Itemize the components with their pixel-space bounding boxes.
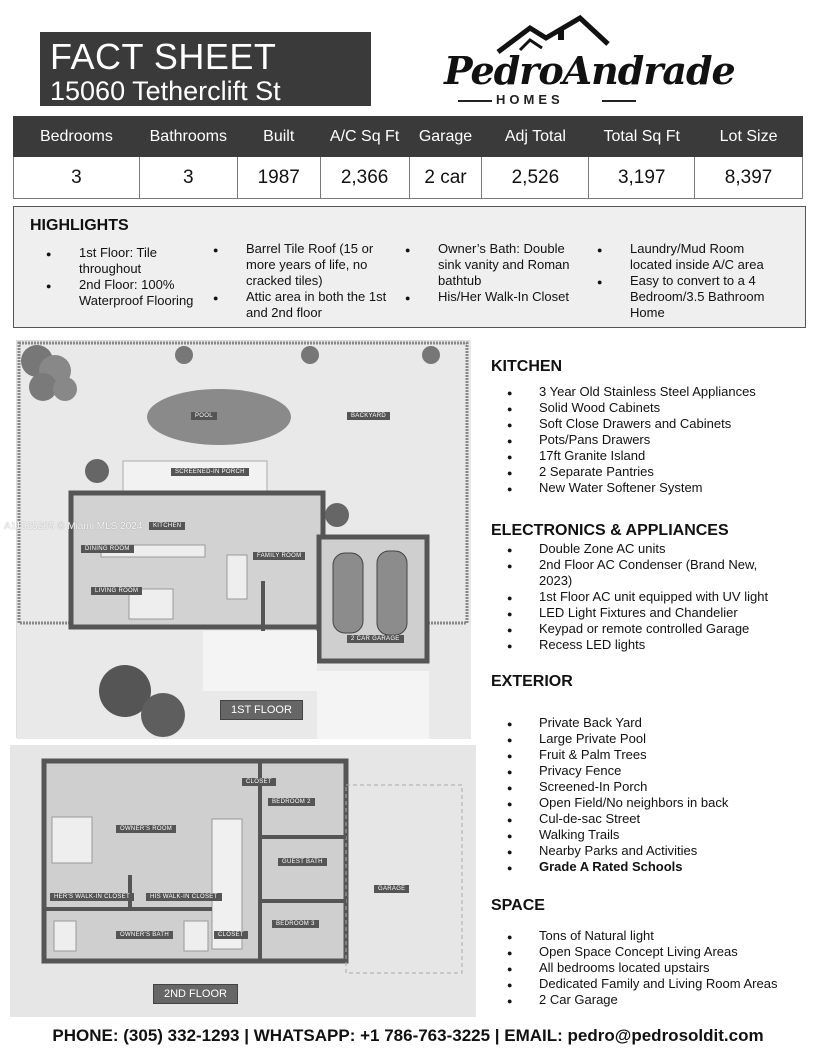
list-item: ● Cul-de-sac Street (491, 811, 811, 827)
logo-divider-left (458, 100, 492, 102)
list-item: ● Pots/Pans Drawers (491, 432, 811, 448)
list-item: ● Nearby Parks and Activities (491, 843, 811, 859)
section-title: ELECTRONICS & APPLIANCES (491, 522, 729, 539)
list-item: ● Dedicated Family and Living Room Areas (491, 976, 811, 992)
title-block (40, 32, 371, 106)
first-floor-drawing (17, 341, 471, 739)
list-item: ● 2 Car Garage (491, 992, 811, 1008)
stats-header: Garage (409, 117, 482, 157)
highlights-column-1 (46, 245, 196, 309)
room-label: LIVING ROOM (91, 587, 142, 595)
stats-header: Lot Size (695, 117, 803, 157)
list-item: ● New Water Softener System (491, 480, 811, 496)
stats-value: 8,397 (695, 157, 803, 199)
electronics-section (491, 522, 811, 653)
stats-value-row (14, 157, 803, 199)
list-item: ● 1st Floor: Tile throughout (46, 245, 196, 277)
property-address: 15060 Tetherclift St (50, 76, 281, 106)
stats-value: 2,526 (482, 157, 589, 199)
room-label: CLOSET (242, 778, 276, 786)
list-item: ● Solid Wood Cabinets (491, 400, 811, 416)
room-label: 2 CAR GARAGE (347, 635, 404, 643)
list-item: ● Easy to convert to a 4 Bedroom/3.5 Bathroom Home (597, 273, 787, 321)
list-item: ● Double Zone AC units (491, 541, 811, 557)
room-label: HER'S WALK-IN CLOSET (50, 893, 134, 901)
list-item: ● Soft Close Drawers and Cabinets (491, 416, 811, 432)
section-title: EXTERIOR (491, 673, 573, 690)
highlights-column-4 (597, 241, 787, 321)
room-label: SCREENED-IN PORCH (171, 468, 249, 476)
logo-wordmark: PedroAndrade (444, 48, 735, 93)
section-title: SPACE (491, 897, 545, 914)
stats-header: Total Sq Ft (589, 117, 695, 157)
space-section (491, 897, 811, 1008)
list-item: ● Screened-In Porch (491, 779, 811, 795)
list-item: ● 2nd Floor AC Condenser (Brand New, 2023) (491, 557, 811, 589)
room-label: BACKYARD (347, 412, 390, 420)
stats-header: Bedrooms (14, 117, 140, 157)
list-item: ● 2 Separate Pantries (491, 464, 811, 480)
list-item: ● Large Private Pool (491, 731, 811, 747)
room-label: KITCHEN (149, 522, 185, 530)
room-label: HIS WALK-IN CLOSET (146, 893, 222, 901)
room-label: GUEST BATH (278, 858, 327, 866)
list-item: ● Privacy Fence (491, 763, 811, 779)
room-label: DINING ROOM (81, 545, 134, 553)
highlights-box (13, 206, 806, 328)
list-item: ● Tons of Natural light (491, 928, 811, 944)
room-label: GARAGE (374, 885, 409, 893)
stats-value: 3 (14, 157, 140, 199)
list-item: ● Walking Trails (491, 827, 811, 843)
highlights-title: HIGHLIGHTS (30, 217, 129, 234)
room-label: BEDROOM 3 (272, 920, 319, 928)
stats-value: 2,366 (320, 157, 409, 199)
list-item: ● Recess LED lights (491, 637, 811, 653)
list-item: ● All bedrooms located upstairs (491, 960, 811, 976)
second-floor-plan (10, 745, 476, 1017)
floor-label: 1ST FLOOR (220, 700, 303, 720)
floor-label: 2ND FLOOR (153, 984, 238, 1004)
room-label: POOL (191, 412, 217, 420)
list-item: ● Keypad or remote controlled Garage (491, 621, 811, 637)
stats-header: Built (237, 117, 320, 157)
list-item: ● 1st Floor AC unit equipped with UV light (491, 589, 811, 605)
contact-footer: PHONE: (305) 332-1293 | WHATSAPP: +1 786-763-3225 | EMAIL: pedro@pedrosoldit.com (52, 1026, 764, 1045)
list-item: ● 2nd Floor: 100% Waterproof Flooring (46, 277, 196, 309)
stats-header: Adj Total (482, 117, 589, 157)
mls-watermark: A11525205 © Miami MLS 2024 (4, 521, 143, 532)
list-item: ● Open Field/No neighbors in back (491, 795, 811, 811)
property-stats-table (13, 116, 803, 199)
logo-homes-text: HOMES (496, 92, 564, 107)
highlights-column-2 (213, 241, 398, 321)
list-item: ● 17ft Granite Island (491, 448, 811, 464)
logo-divider-right (602, 100, 636, 102)
stats-header-row (14, 117, 803, 157)
list-item: ● 3 Year Old Stainless Steel Appliances (491, 384, 811, 400)
exterior-section (491, 673, 811, 875)
list-item: ● LED Light Fixtures and Chandelier (491, 605, 811, 621)
stats-header: Bathrooms (139, 117, 237, 157)
list-item: ● Private Back Yard (491, 715, 811, 731)
list-item: ● Owner’s Bath: Double sink vanity and Roman bathtub (405, 241, 585, 289)
list-item: ● Open Space Concept Living Areas (491, 944, 811, 960)
stats-value: 3 (139, 157, 237, 199)
kitchen-section (491, 358, 811, 496)
list-item: ● Laundry/Mud Room located inside A/C area (597, 241, 787, 273)
highlights-column-3 (405, 241, 585, 305)
room-label: BEDROOM 2 (268, 798, 315, 806)
list-item: ● Fruit & Palm Trees (491, 747, 811, 763)
stats-value: 3,197 (589, 157, 695, 199)
first-floor-plan (16, 340, 470, 738)
room-label: CLOSET (214, 931, 248, 939)
stats-value: 2 car (409, 157, 482, 199)
list-item: ● Grade A Rated Schools (491, 859, 811, 875)
list-item: ● Attic area in both the 1st and 2nd floor (213, 289, 398, 321)
section-title: KITCHEN (491, 358, 563, 375)
brand-logo (440, 12, 735, 112)
list-item: ● His/Her Walk-In Closet (405, 289, 585, 305)
room-label: FAMILY ROOM (253, 552, 305, 560)
page-title: FACT SHEET (50, 36, 277, 77)
stats-header: A/C Sq Ft (320, 117, 409, 157)
room-label: OWNER'S BATH (116, 931, 173, 939)
stats-value: 1987 (237, 157, 320, 199)
list-item: ● Barrel Tile Roof (15 or more years of life, no cracked tiles) (213, 241, 398, 289)
room-label: OWNER'S ROOM (116, 825, 176, 833)
